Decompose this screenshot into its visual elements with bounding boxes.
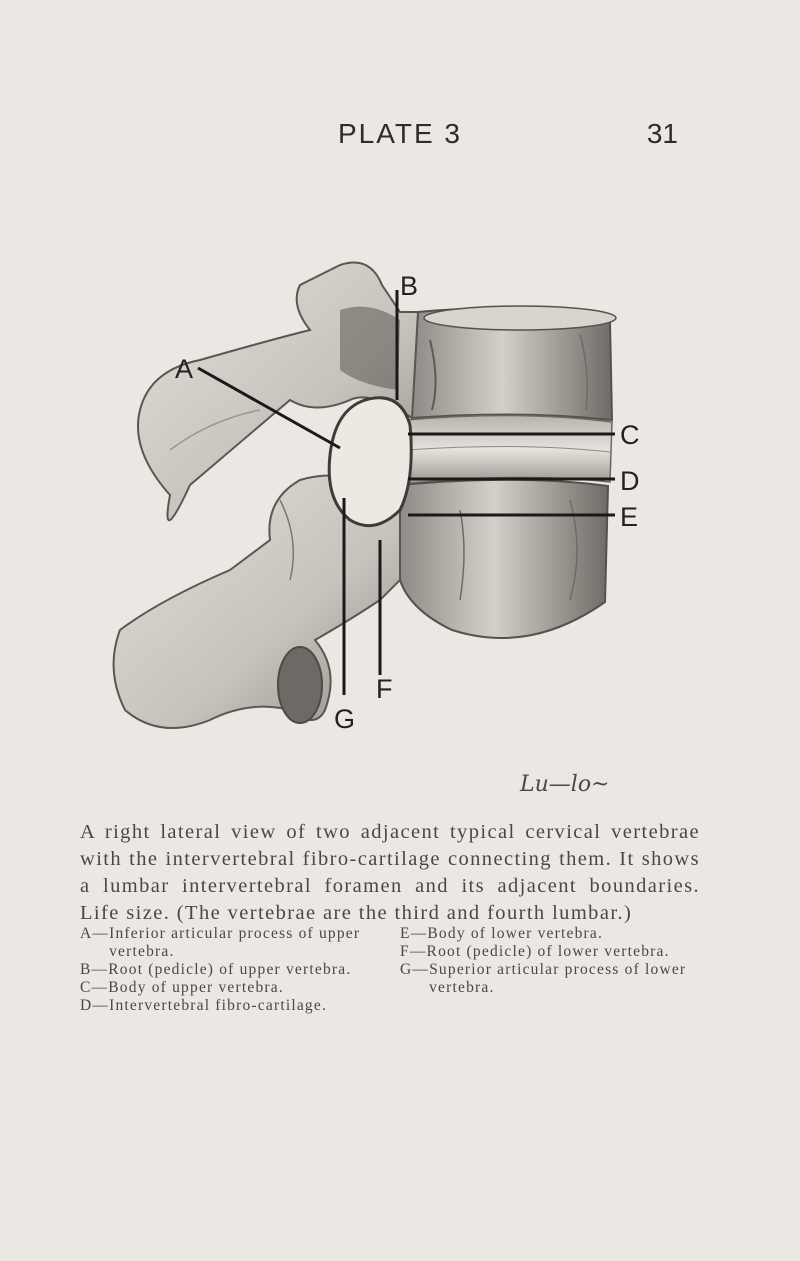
legend-right-column xyxy=(400,925,700,997)
legend-key: D— xyxy=(80,997,110,1014)
figure-label-g: G xyxy=(334,704,356,734)
plate-title: PLATE 3 xyxy=(338,118,462,149)
figure-label-f: F xyxy=(376,674,393,704)
legend-desc: Body of upper vertebra. xyxy=(108,979,284,996)
figure-label-b: B xyxy=(400,271,419,301)
legend-desc: Superior articular process of lower vertebra. xyxy=(429,961,687,996)
figure-label-a: A xyxy=(175,354,194,384)
figure-label-d: D xyxy=(620,466,640,496)
legend-item-b xyxy=(80,961,380,979)
artist-signature: Lu—lo~ xyxy=(520,772,610,797)
legend-desc: Root (pedicle) of lower vertebra. xyxy=(426,943,670,960)
legend-item-c xyxy=(80,979,380,997)
figure-label-c: C xyxy=(620,420,640,450)
upper-vertebral-body xyxy=(412,306,616,420)
legend-item-g xyxy=(400,961,700,997)
figure-caption: A right lateral view of two adjacent typical cervical vertebrae with the intervertebral fibro-cartilage connecting them. It shows a lumbar intervertebral foramen and its adjacent boundaries. Life size. (The vertebrae are the third and fourth lumbar.) xyxy=(80,820,700,924)
legend-desc: Body of lower vertebra. xyxy=(427,925,604,942)
legend-item-d xyxy=(80,997,380,1015)
legend-key: B— xyxy=(80,961,109,978)
legend-key: E— xyxy=(400,925,428,942)
legend-desc: Root (pedicle) of upper vertebra. xyxy=(108,961,352,978)
legend-item-e xyxy=(400,925,700,943)
intervertebral-disc xyxy=(404,415,612,484)
legend-left-column xyxy=(80,925,380,1015)
legend-item-a xyxy=(80,925,380,961)
lower-vertebral-body xyxy=(400,480,608,638)
vertebrae-illustration xyxy=(100,250,660,750)
legend-key: A— xyxy=(80,925,110,942)
legend-key: F— xyxy=(400,943,427,960)
page-number: 31 xyxy=(646,118,678,149)
legend-desc: Intervertebral fibro-cartilage. xyxy=(109,997,328,1014)
intervertebral-foramen xyxy=(329,398,411,526)
legend-desc: Inferior articular process of upper vertebra. xyxy=(109,925,361,960)
legend-item-f xyxy=(400,943,700,961)
legend-key: G— xyxy=(400,961,430,978)
page-header xyxy=(0,118,800,158)
figure-label-e: E xyxy=(620,502,639,532)
legend-key: C— xyxy=(80,979,109,996)
